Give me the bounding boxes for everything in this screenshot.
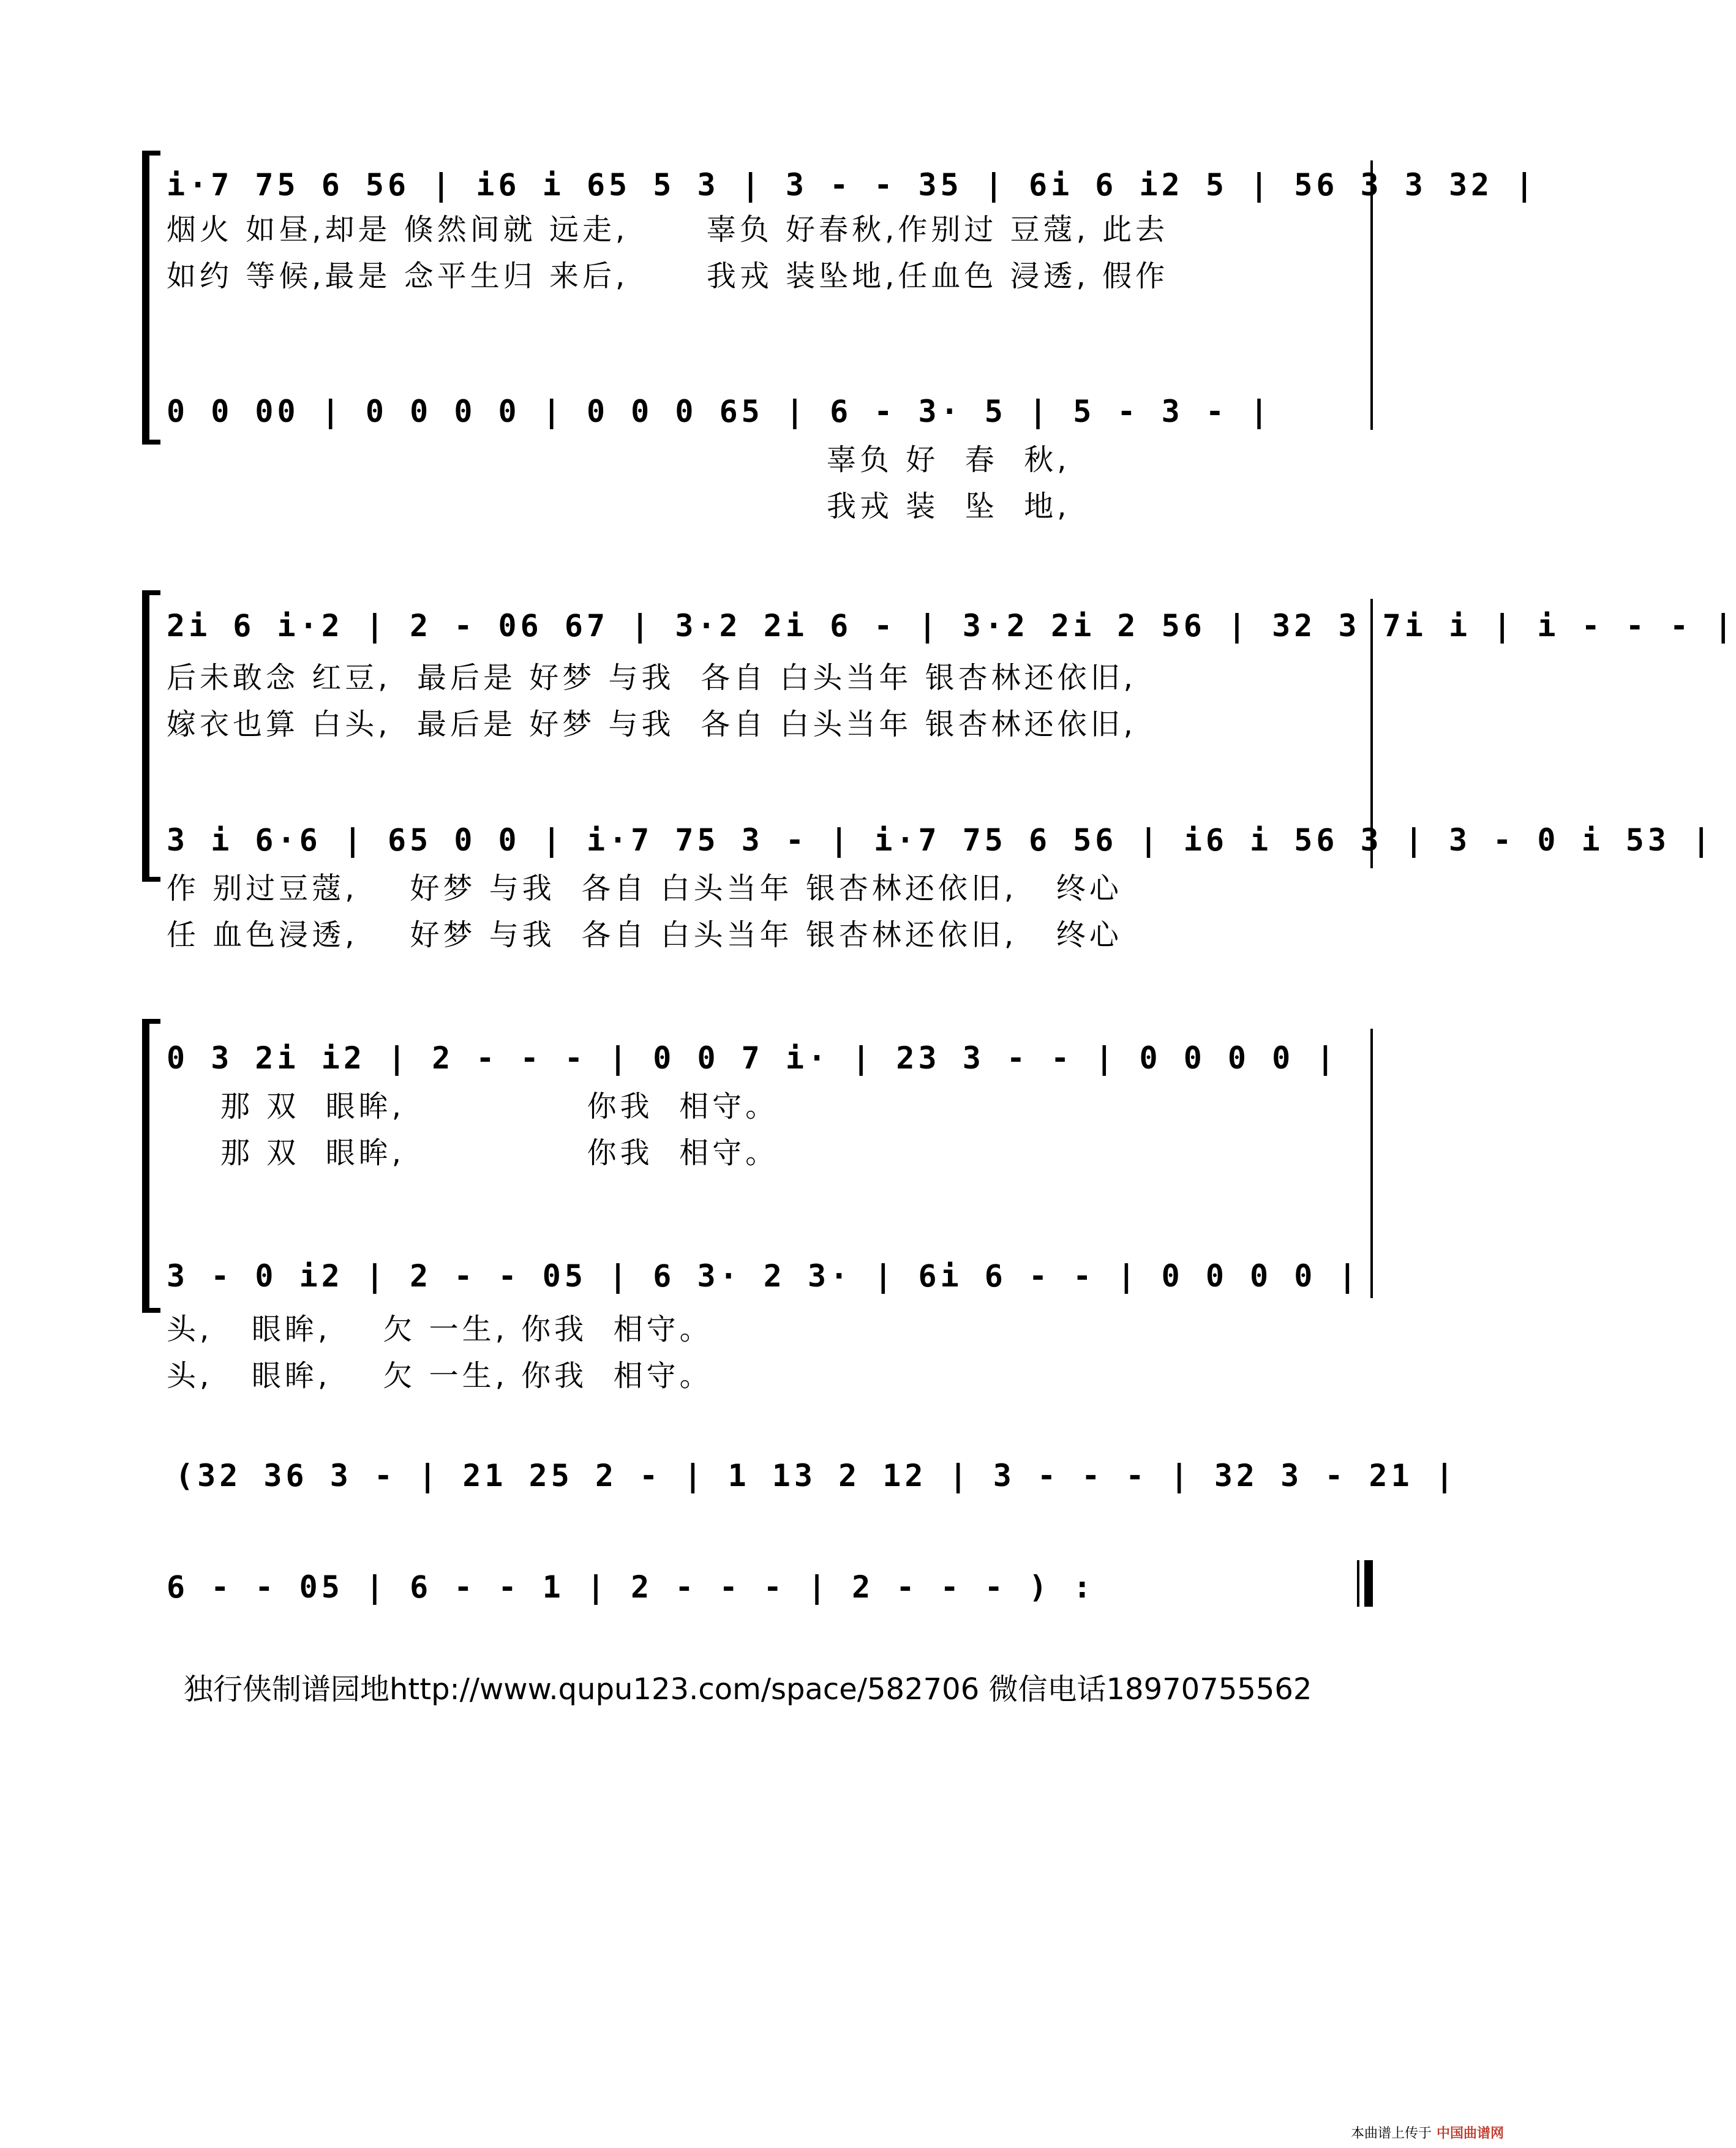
system-3-voice2-notes: 3 - 0 i2 | 2 - - 05 | 6 3· 2 3· | 6i 6 - - | 0 0 0 0 | bbox=[167, 1258, 1361, 1294]
credit-footer: 独行侠制谱园地http://www.qupu123.com/space/582706 微信电话18970755562 bbox=[184, 1672, 1312, 1707]
system-1-voice2-lyrics-verse2: 我戎 装 坠 地, bbox=[827, 489, 1070, 524]
system-3-voice1-notes: 0 3 2i i2 | 2 - - - | 0 0 7 i· | 23 3 - - | 0 0 0 0 | bbox=[167, 1040, 1339, 1076]
system-3-voice1-lyrics-verse2: 那 双 眼眸, 你我 相守。 bbox=[220, 1136, 779, 1170]
upload-note: 本曲谱上传于 bbox=[1350, 2126, 1432, 2141]
system-2-voice2-lyrics-verse1: 作 别过豆蔻, 好梦 与我 各自 白头当年 银杏林还依旧, 终心 bbox=[167, 871, 1122, 906]
system-3-voice1-lyrics-verse1: 那 双 眼眸, 你我 相守。 bbox=[220, 1089, 779, 1124]
system-2-voice1-lyrics-verse2: 嫁衣也算 白头, 最后是 好梦 与我 各自 白头当年 银杏林还依旧, bbox=[167, 707, 1137, 742]
site-logo: 中国曲谱网 bbox=[1436, 2126, 1504, 2141]
system-3-voice2-lyrics-verse1: 头, 眼眸, 欠 一生, 你我 相守。 bbox=[167, 1312, 713, 1346]
system-2-voice2-lyrics-verse2: 任 血色浸透, 好梦 与我 各自 白头当年 银杏林还依旧, 终心 bbox=[167, 918, 1122, 952]
system-3-bracket bbox=[142, 1019, 160, 1313]
system-2-voice1-lyrics-verse1: 后未敢念 红豆, 最后是 好梦 与我 各自 白头当年 银杏林还依旧, bbox=[167, 661, 1137, 695]
interlude-line-1: (32 36 3 - | 21 25 2 - | 1 13 2 12 | 3 - - - | 32 3 - 21 | bbox=[175, 1458, 1457, 1493]
system-1-voice1-lyrics-verse1: 烟火 如昼,却是 倏然间就 远走, 辜负 好春秋,作别过 豆蔻, 此去 bbox=[167, 212, 1169, 247]
system-1-voice1-lyrics-verse2: 如约 等候,最是 念平生归 来后, 我戎 装坠地,任血色 浸透, 假作 bbox=[167, 259, 1169, 293]
system-2-voice2-notes: 3 i 6·6 | 65 0 0 | i·7 75 3 - | i·7 75 6 56 | i6 i 56 3 | 3 - 0 i 53 | bbox=[167, 822, 1715, 858]
interlude-line-2: 6 - - 05 | 6 - - 1 | 2 - - - | 2 - - - ) : bbox=[167, 1569, 1095, 1605]
system-1-voice2-notes: 0 0 00 | 0 0 0 0 | 0 0 0 65 | 6 - 3· 5 | 5 - 3 - | bbox=[167, 394, 1272, 429]
system-1-bracket bbox=[142, 151, 160, 445]
final-repeat-barline-thin bbox=[1357, 1560, 1359, 1607]
system-2-bracket bbox=[142, 590, 160, 882]
system-1-voice2-lyrics-verse1: 辜负 好 春 秋, bbox=[827, 443, 1070, 477]
system-1-voice1-notes: i·7 75 6 56 | i6 i 65 5 3 | 3 - - 35 | 6i 6 i2 5 | 56 3 3 32 | bbox=[167, 167, 1538, 203]
system-3-voice2-lyrics-verse2: 头, 眼眸, 欠 一生, 你我 相守。 bbox=[167, 1359, 713, 1393]
upload-attribution bbox=[1351, 2123, 1504, 2142]
system-2-voice1-notes: 2i 6 i·2 | 2 - 06 67 | 3·2 2i 6 - | 3·2 2i 2 56 | 32 3 7i i | i - - - | bbox=[167, 608, 1736, 644]
final-repeat-barline-thick bbox=[1364, 1560, 1373, 1607]
